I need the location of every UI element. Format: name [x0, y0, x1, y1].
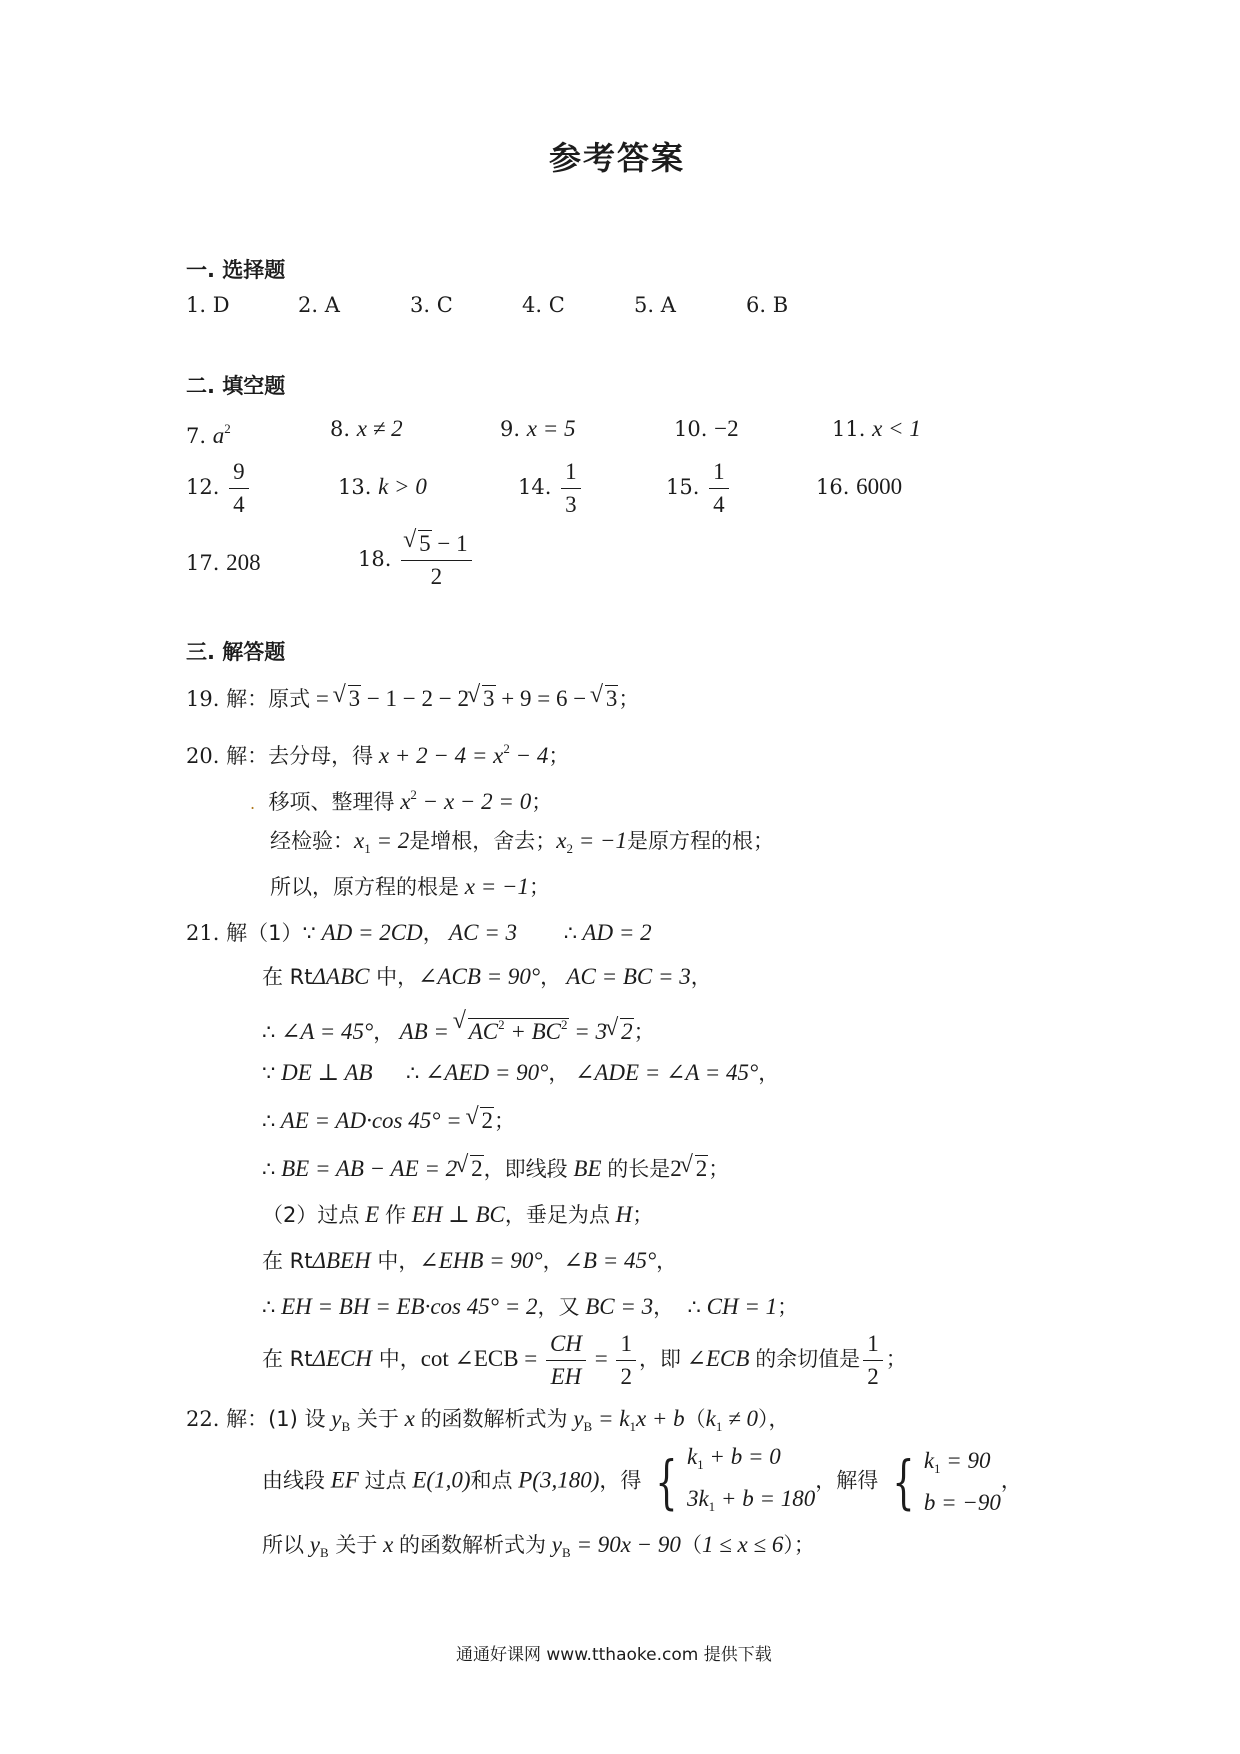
fill-answer-14	[518, 458, 584, 519]
solution-21-line-6: ∴ BE = AB − AE = 2√ 2，即线段 BE 的长是2√ 2；	[262, 1154, 729, 1184]
fraction: $\frac{1}{2}$	[863, 1330, 883, 1391]
question-number: 7.	[186, 424, 207, 448]
solution-21-line-5: ∴ AE = AD·cos 45° = √ 2；	[262, 1106, 515, 1136]
section-heading-solve: 三. 解答题	[186, 640, 286, 664]
answer-fraction: $\frac{1}{3}$	[561, 458, 581, 519]
solution-20-line-4: 所以，原方程的根是 x = −1；	[270, 874, 550, 899]
solution-22-line-2: 由线段 EF 过点 E(1,0)和点 P(3,180)，得 { $k_1 + b = 0$ $3k_1 + b = 180$ ，解得 { $k_1 = 90$ b = −90 ，	[262, 1440, 1022, 1524]
solution-22-line-1: 22. 解：(1) 设 $y_B$ 关于 x 的函数解析式为 $y_B = k_1x + b(k_1 \ne 0)$，	[186, 1406, 790, 1434]
fill-answer-11	[832, 414, 921, 444]
question-number: 18.	[358, 547, 392, 571]
page-title: 参考答案	[549, 139, 686, 177]
answer-fraction: √ $\frac{5 - 1}{2}$	[401, 530, 471, 591]
choice-answer: 2. A	[298, 293, 340, 317]
question-number: 14.	[518, 475, 552, 499]
answer-fraction: $\frac{1}{4}$	[709, 458, 729, 519]
choice-answer: 6. B	[746, 293, 789, 317]
fill-answer-16	[816, 472, 902, 502]
question-number: 8.	[330, 417, 351, 441]
fill-answer-15	[666, 458, 732, 519]
answer-fraction: $\frac{9}{4}$	[229, 458, 249, 519]
solution-20-line-3: 经检验：$x_1 = 2$是增根，舍去；$x_2 = -1$是原方程的根；	[270, 828, 775, 856]
fill-answer-9	[500, 414, 575, 444]
solution-21-line-1: 21. 解（1）∵ AD = 2CD， AC = 3 ∴ AD = 2	[186, 920, 652, 945]
question-number: 15.	[666, 475, 700, 499]
answer-expression: 208	[226, 550, 261, 575]
choice-answer: 5. A	[634, 293, 676, 317]
section-heading-fill: 二. 填空题	[186, 374, 286, 398]
question-number: 9.	[500, 417, 521, 441]
answer-expression: k > 0	[378, 474, 427, 499]
solution-21-line-3: ∴ ∠A = 45°， AB = √ $AC^2 + BC^2 = 3√$ 2；	[262, 1010, 655, 1047]
fill-answer-10	[674, 414, 739, 444]
question-number: 10.	[674, 417, 708, 441]
fill-answer-7	[186, 414, 231, 451]
choice-answer: 1. D	[186, 293, 230, 317]
question-number: 16.	[816, 475, 850, 499]
question-number: 13.	[338, 475, 372, 499]
solution-20-line-2: . 移项、整理得 $x^2 - x - 2 = 0$；	[250, 787, 553, 814]
solution-21-line-2: 在 RtΔABC 中，∠ACB = 90°， AC = BC = 3，	[262, 964, 712, 989]
solution-21-line-9: ∴ EH = BH = EB·cos 45° = 2，又 BC = 3， ∴ CH = 1；	[262, 1294, 799, 1319]
solution-21-line-10: 在 RtΔECH 中，cot ∠ECB = $\frac{CH}{EH}$ = $\frac{1}{2}$ ，即 ∠ECB 的余切值是 $\frac{1}{2}$ ；	[262, 1331, 907, 1389]
answer-expression: x = 5	[526, 416, 576, 441]
fraction: $\frac{CH}{EH}$	[546, 1330, 586, 1391]
equation-system: { $k_1 + b = 0$ $3k_1 + b = 180$	[655, 1444, 816, 1516]
solution-21-line-7: （2）过点 E 作 EH ⊥ BC，垂足为点 H；	[262, 1202, 654, 1227]
question-number: 11.	[832, 417, 866, 441]
answer-expression: −2	[714, 416, 739, 441]
question-number: 12.	[186, 475, 220, 499]
answer-expression: $a^2$	[212, 421, 231, 448]
equation-system: { $k_1 = 90$ b = −90	[892, 1448, 1001, 1516]
solution-20-line-1: 20. 解：去分母，得 $x + 2 - 4 = x^2 - 4$；	[186, 741, 570, 768]
solution-19: 19. 解：原式 = √ 3 − 1 − 2 − 2√ 3 + 9 = 6 − √ 3；	[186, 684, 639, 714]
section-heading-choice: 一. 选择题	[186, 258, 286, 282]
fill-answer-17	[186, 548, 261, 578]
question-number: 17.	[186, 551, 220, 575]
solution-22-line-3: 所以 $y_B$ 关于 x 的函数解析式为 $y_B = 90x - 90(1 \le x \le 6)$；	[262, 1532, 815, 1560]
solution-21-line-8: 在 RtΔBEH 中，∠EHB = 90°，∠B = 45°，	[262, 1248, 678, 1273]
answer-expression: x ≠ 2	[356, 416, 403, 441]
fill-answer-18	[358, 530, 475, 591]
fill-answer-8	[330, 414, 403, 444]
fraction: $\frac{1}{2}$	[616, 1330, 636, 1391]
fill-answer-13	[338, 472, 427, 502]
choice-answer: 4. C	[522, 293, 565, 317]
choice-answer: 3. C	[410, 293, 453, 317]
footer-text: 通通好课网 www.tthaoke.com 提供下载	[456, 1645, 772, 1665]
fill-answer-12	[186, 458, 252, 519]
answer-expression: 6000	[856, 474, 903, 499]
answer-expression: x < 1	[872, 416, 921, 441]
solution-21-line-4: ∵ DE ⊥ AB ∴ ∠AED = 90°， ∠ADE = ∠A = 45°，	[262, 1060, 780, 1085]
